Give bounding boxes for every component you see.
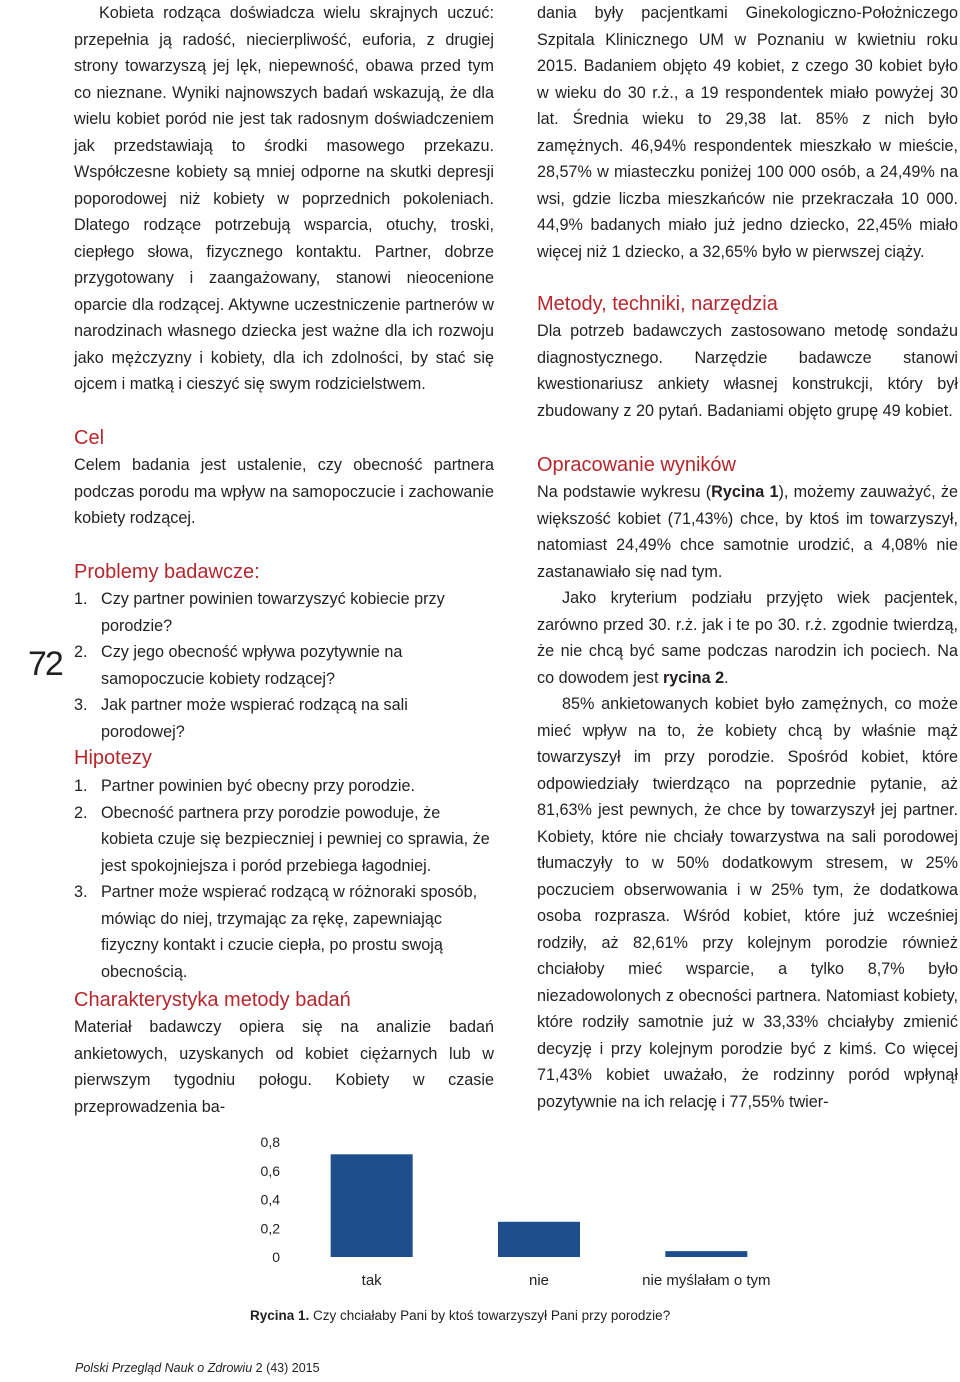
cel-heading: Cel <box>74 427 105 449</box>
x-tick-label: nie myślałam o tym <box>642 1272 771 1289</box>
continuation-paragraph: dania były pacjentkami Ginekologiczno-Położniczego Szpitala Klinicznego UM w Poznaniu w kwietniu roku 2015. Badaniem objęto 49 kobiet, z czego 30 kobiet było w wieku do 30 r.ż., a 19 respondentek miało powyżej 30 lat. Średnia wieku to 29,38 lat. 85% z nich było zamężnych. 46,94% respondentek mieszkało w mieście, 28,57% w miasteczku poniżej 100 000 osób, a 24,49% na wsi, gdzie liczba mieszkańców nie przekraczała 10 000. 44,9% badanych miało już jedno dziecko, 22,45% miało więcej niż 1 dziecko, a 32,65% było w pierwszej ciąży. <box>537 4 958 261</box>
journal-issue: 2 (43) 2015 <box>252 1361 320 1375</box>
results-heading: Opracowanie wyników <box>537 454 736 476</box>
page-number: 72 <box>28 645 62 683</box>
figure-chart <box>240 1130 800 1320</box>
journal-title: Polski Przegląd Nauk o Zdrowiu <box>75 1361 253 1375</box>
cel-text: Celem badania jest ustalenie, czy obecność partnera podczas porodu ma wpływ na samopoczucie i zachowanie kobiety rodzącej. <box>74 456 494 527</box>
problems-heading: Problemy badawcze: <box>74 561 260 583</box>
journal-footer <box>75 1360 320 1376</box>
caption-label: Rycina 1. <box>250 1308 310 1323</box>
list-item: 1. Czy partner powinien towarzyszyć kobiecie przy porodzie? <box>74 590 445 635</box>
list-item: 2. Czy jego obecność wpływa pozytywnie na samopoczucie kobiety rodzącej? <box>74 643 403 688</box>
x-tick-label: tak <box>361 1272 382 1289</box>
list-item: 2. Obecność partnera przy porodzie powoduje, że kobieta czuje się bezpieczniej i pewniej co sprawia, że jest spokojniejsza i poród przebiega łagodniej. <box>74 803 490 875</box>
figure-reference: Rycina 1 <box>711 483 779 501</box>
intro-paragraph: Kobieta rodząca doświadcza wielu skrajnych uczuć: przepełnia ją radość, niecierpliwość, euforia, z drugiej strony towarzyszą jej lęk, niepewność, obawa przed tym co nieznane. Wyniki najnowszych badań wskazują, że dla wielu kobiet poród nie jest tak radosnym doświadczeniem jak przedstawiają to środki masowego przekazu. Współczesne kobiety są mniej odporne na skutki depresji poporodowej niż kobiety w poprzednich pokoleniach. Dlatego rodzące potrzebują wsparcia, otuchy, troski, ciepłego słowa, fizycznego kontaktu. Partner, dobrze przygotowany i zaangażowany, stanowi nieocenione oparcie dla rodzącej. Aktywne uczestniczenie partnerów w narodzinach własnego dziecka jest ważne dla ich rozwoju jako mężczyzny i kobiety, dla ich zdolności, by stać się ojcem i matką i cieszyć się swym rodzicielstwem. <box>74 4 494 393</box>
method-text: Materiał badawczy opiera się na analizie badań ankietowych, uzyskanych od kobiet ciężarnych lub w pierwszym tygodniu połogu. Kobiety w czasie przeprowadzenia ba- <box>74 1018 494 1116</box>
y-tick-label: 0,2 <box>260 1220 280 1237</box>
y-tick-label: 0 <box>272 1249 280 1265</box>
methods-text: Dla potrzeb badawczych zastosowano metodę sondażu diagnostycznego. Narzędzie badawcze stanowi kwestionariusz ankiety własnej konstrukcji, który był zbudowany z 20 pytań. Badaniami objęto grupę 49 kobiet. <box>537 322 958 420</box>
caption-text: Czy chciałaby Pani by ktoś towarzyszył Pani przy porodzie? <box>313 1308 671 1323</box>
results-paragraph-3: 85% ankietowanych kobiet było zamężnych, co może mieć wpływ na to, że kobiety chcą by właśnie mąż towarzyszył im przy porodzie. Spośród kobiet, które odpowiedziały twierdząco na poprzednie pytanie, aż 81,63% jest pewnych, że chce by towarzyszył jej partner. Kobiety, które nie chciały towarzystwa na sali porodowej tłumaczyły to w 50% dodatkowym stresem, w 25% poczuciem obserwowania i w 25% tym, że dodatkowa osoba rozprasza. Wśród kobiet, które już wcześniej rodziły, aż 82,61% przy kolejnym porodzie również chciałoby mieć wsparcie, a tylko 8,7% było niezadowolonych z obecności partnera. Natomiast kobiety, które rodziły samotnie już w 33,33% chciałyby zmienić decyzję i przy kolejnym porodzie być z kimś. Co więcej 71,43% kobiet uważało, że rodzinny poród wpłynął pozytywnie na ich relację i 77,55% twier- <box>537 695 958 1111</box>
figure-caption <box>250 1307 670 1325</box>
bar-3 <box>665 1251 747 1257</box>
list-item: 1. Partner powinien być obecny przy porodzie. <box>74 777 416 795</box>
bar-1 <box>331 1154 413 1257</box>
method-heading: Charakterystyka metody badań <box>74 989 351 1011</box>
hypotheses-heading: Hipotezy <box>74 747 152 769</box>
figure-reference: rycina 2 <box>662 668 725 687</box>
results-paragraph-2: Jako kryterium podziału przyjęto wiek pacjentek, zarówno przed 30. r.ż. jak i te po 30. r.ż. zgodnie twierdzą, że nie chcą być same podczas narodzin ich pociech. Na co dowodem jest rycina 2. <box>537 589 958 687</box>
y-tick-label: 0,6 <box>260 1162 280 1179</box>
methods-heading: Metody, techniki, narzędzia <box>537 293 778 315</box>
bar-2 <box>498 1222 580 1257</box>
y-tick-label: 0,4 <box>260 1191 280 1208</box>
hypotheses-list <box>74 773 494 985</box>
list-item: 3. Partner może wspierać rodzącą w różnoraki sposób, mówiąc do niej, trzymając za rękę, zapewniając fizyczny kontakt i czucie ciepła, po prostu swoją obecnością. <box>74 883 478 981</box>
bar-chart <box>240 1130 800 1320</box>
results-body <box>537 479 958 1115</box>
x-tick-label: nie <box>528 1272 550 1289</box>
results-paragraph-1: Na podstawie wykresu (Rycina 1), możemy zauważyć, że większość kobiet (71,43%) chce, by ktoś im towarzyszył, natomiast 24,49% chce samotnie urodzić, a 4,08% nie zastanawiało się nad tym. <box>537 483 958 581</box>
y-tick-label: 0,8 <box>260 1134 280 1150</box>
problems-list <box>74 586 494 745</box>
list-item: 3. Jak partner może wspierać rodzącą na sali porodowej? <box>74 696 408 741</box>
